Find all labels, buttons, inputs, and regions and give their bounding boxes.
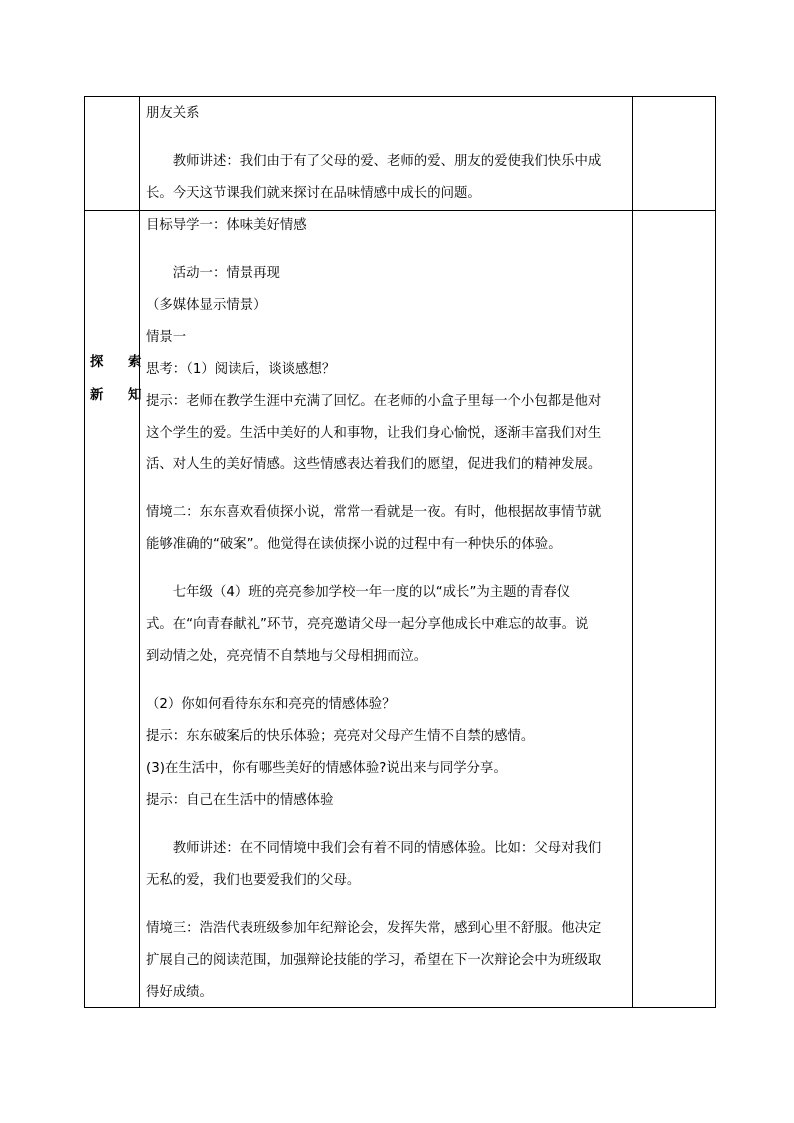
text-line: （多媒体显示情景） [146, 298, 267, 313]
text-line: 提示：自己在生活中的情感体验 [146, 793, 334, 808]
text-line: 扩展自己的阅读范围，加强辩论技能的学习，希望在下一次辩论会中为班级取 [146, 953, 602, 968]
text-line: 能够准确的“破案”。他觉得在读侦探小说的过程中有一种快乐的体验。 [146, 537, 562, 552]
table-bottom-border [84, 1007, 632, 1008]
table-right-border [715, 96, 716, 1008]
text-line: 目标导学一：体味美好情感 [146, 218, 307, 233]
column-divider-1 [139, 96, 140, 1008]
section-label-line-2: 新 知 [90, 388, 152, 403]
row-divider [84, 210, 632, 211]
text-line: （2）你如何看待东东和亮亮的情感体验？ [146, 697, 396, 712]
text-line: (3)在生活中，你有哪些美好的情感体验?说出来与同学分享。 [146, 761, 507, 776]
text-line: 提示：东东破案后的快乐体验；亮亮对父母产生情不自禁的感情。 [146, 729, 535, 744]
text-line: 这个学生的爱。生活中美好的人和事物，让我们身心愉悦，逐渐丰富我们对生 [146, 426, 602, 441]
text-line: 思考：（1）阅读后，谈谈感想？ [146, 362, 336, 377]
right-column-divider [632, 210, 716, 211]
right-column-top [632, 96, 716, 97]
text-line: 得好成绩。 [146, 985, 213, 1000]
text-line: 七年级（4）班的亮亮参加学校一年一度的以“成长”为主题的青春仪 [146, 585, 571, 600]
column-divider-2 [632, 96, 633, 1008]
text-line: 提示：老师在教学生涯中充满了回忆。在老师的小盒子里每一个小包都是他对 [146, 394, 602, 409]
text-line: 到动情之处，亮亮情不自禁地与父母相拥而泣。 [146, 649, 428, 664]
text-line: 教师讲述：在不同情境中我们会有着不同的情感体验。比如：父母对我们 [146, 841, 602, 856]
text-line: 无私的爱，我们也要爱我们的父母。 [146, 873, 361, 888]
text-line: 长。今天这节课我们就来探讨在品味情感中成长的问题。 [146, 186, 481, 201]
text-line: 活动一：情景再现 [146, 266, 280, 281]
right-column-bottom [632, 1007, 716, 1008]
table-top-border [84, 96, 632, 97]
section-label-line-1: 探 索 [90, 355, 152, 370]
text-line: 活、对人生的美好情感。这些情感表达着我们的愿望，促进我们的精神发展。 [146, 457, 602, 472]
text-line: 式。在“向青春献礼”环节，亮亮邀请父母一起分享他成长中难忘的故事。说 [146, 617, 589, 632]
text-line: 朋友关系 [146, 106, 200, 121]
text-line: 情境三：浩浩代表班级参加年纪辩论会，发挥失常，感到心里不舒服。他决定 [146, 921, 602, 936]
text-line: 情境二：东东喜欢看侦探小说，常常一看就是一夜。有时，他根据故事情节就 [146, 505, 602, 520]
table-left-border [84, 96, 85, 1008]
text-line: 教师讲述：我们由于有了父母的爱、老师的爱、朋友的爱使我们快乐中成 [146, 154, 602, 169]
text-line: 情景一 [146, 330, 187, 345]
